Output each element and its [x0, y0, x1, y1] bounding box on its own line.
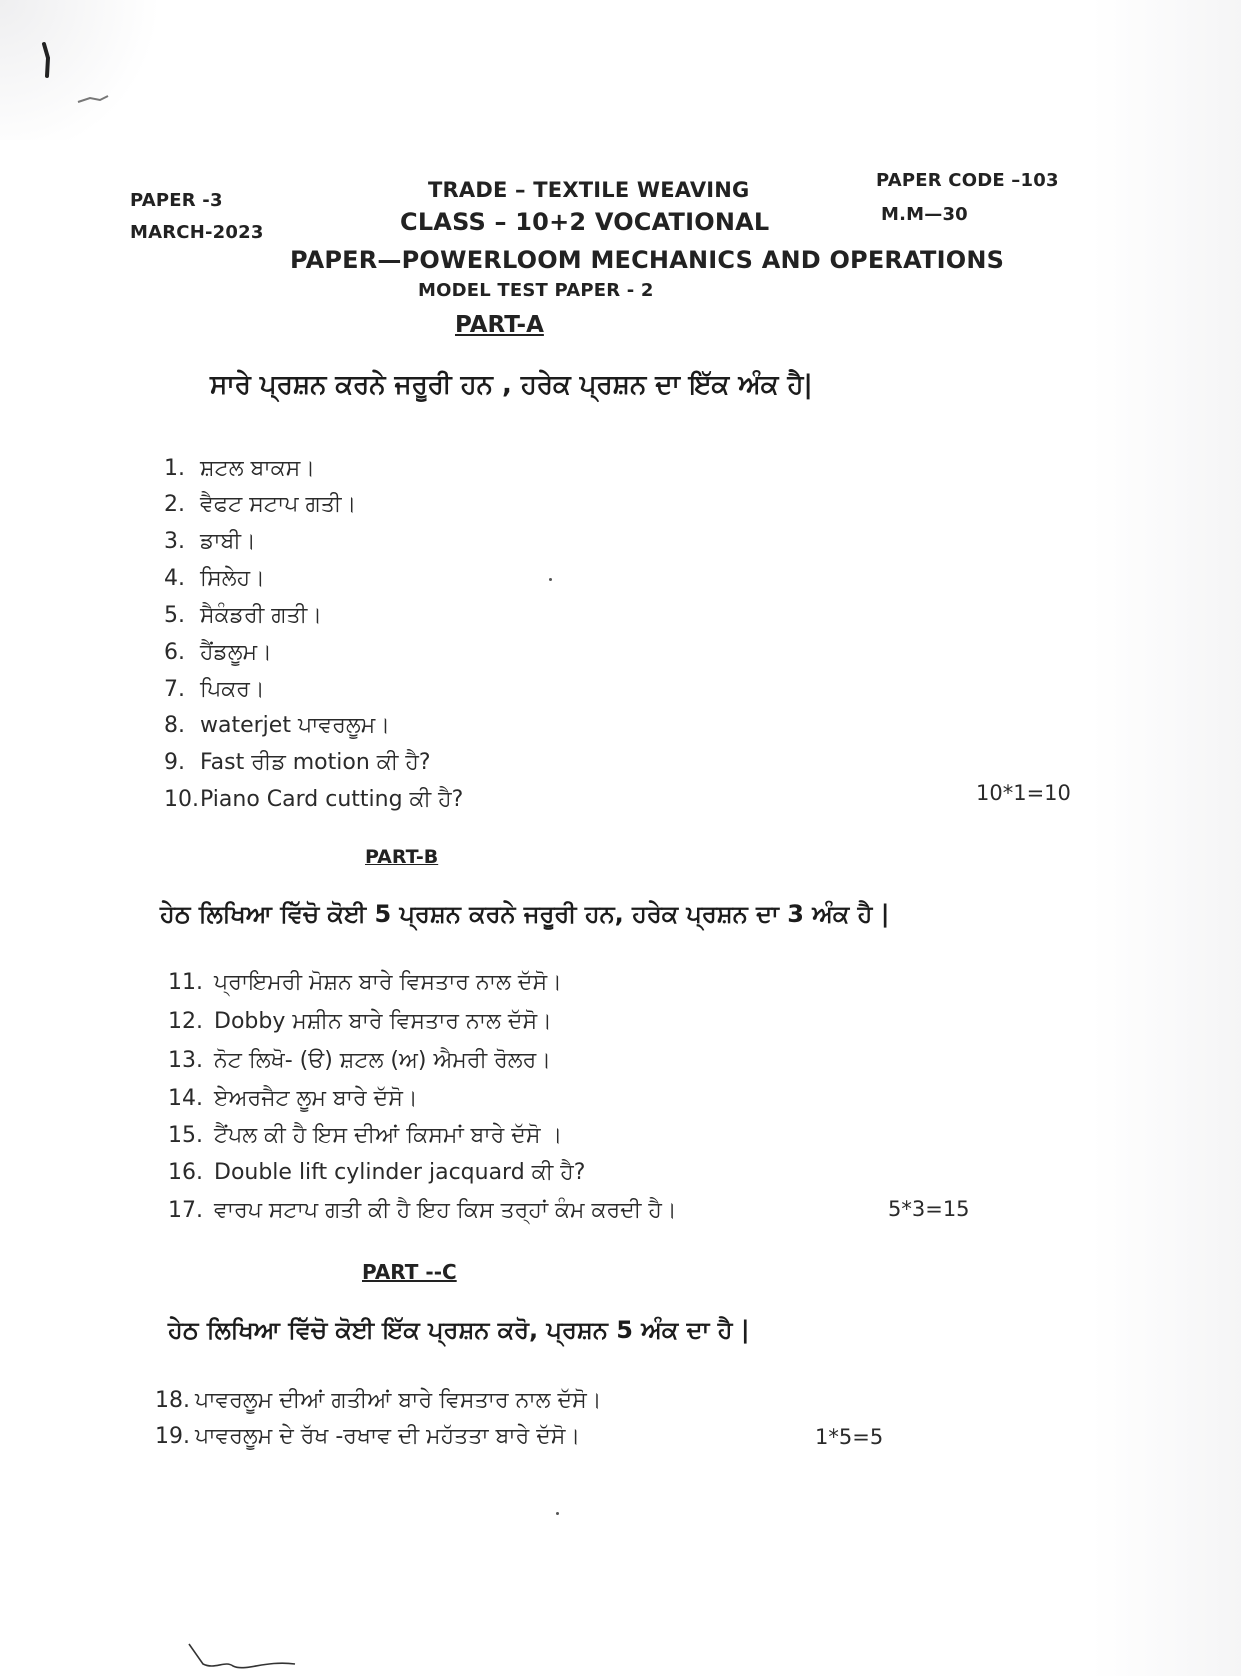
scan-speck — [549, 578, 552, 581]
ink-mark — [30, 38, 120, 118]
question-item: 7. ਪਿਕਰ। — [164, 677, 265, 702]
question-item: 4. ਸਿਲੇਹ। — [164, 566, 265, 591]
question-item: 6. ਹੈਂਡਲੂਮ। — [164, 640, 272, 665]
question-item: 16. Double lift cylinder jacquard ਕੀ ਹੈ? — [168, 1160, 586, 1185]
part-c-marks: 1*5=5 — [815, 1425, 884, 1449]
question-item: 8. waterjet ਪਾਵਰਲੂਮ। — [164, 713, 391, 738]
question-item: 10.Piano Card cutting ਕੀ ਹੈ? — [164, 787, 464, 812]
question-item: 13. ਨੋਟ ਲਿਖੋ- (ੳ) ਸ਼ਟਲ (ਅ) ਐਮਰੀ ਰੋਲਰ। — [168, 1048, 552, 1073]
part-c-title: PART --C — [362, 1260, 457, 1284]
class-title: CLASS – 10+2 VOCATIONAL — [400, 208, 770, 236]
paper-title: PAPER—POWERLOOM MECHANICS AND OPERATIONS — [290, 246, 1005, 274]
question-item: 18. ਪਾਵਰਲੂਮ ਦੀਆਂ ਗਤੀਆਂ ਬਾਰੇ ਵਿਸਤਾਰ ਨਾਲ ਦੱਸੋ। — [155, 1388, 602, 1413]
model-test-label: MODEL TEST PAPER - 2 — [418, 280, 654, 301]
question-item: 11. ਪ੍ਰਾਇਮਰੀ ਮੋਸ਼ਨ ਬਾਰੇ ਵਿਸਤਾਰ ਨਾਲ ਦੱਸੋ। — [168, 970, 562, 995]
max-marks: M.M—30 — [881, 204, 968, 225]
question-item: 19. ਪਾਵਰਲੂਮ ਦੇ ਰੱਖ -ਰਖਾਵ ਦੀ ਮਹੱਤਤਾ ਬਾਰੇ ਦੱਸੋ। — [155, 1424, 581, 1449]
part-a-instruction: ਸਾਰੇ ਪ੍ਰਸ਼ਨ ਕਰਨੇ ਜਰੂਰੀ ਹਨ , ਹਰੇਕ ਪ੍ਰਸ਼ਨ ਦਾ ਇੱਕ ਅੰਕ ਹੈ| — [210, 370, 813, 400]
signature-mark — [185, 1640, 325, 1676]
question-item: 9. Fast ਰੀਡ motion ਕੀ ਹੈ? — [164, 750, 431, 775]
trade-title: TRADE – TEXTILE WEAVING — [428, 178, 750, 202]
exam-date: MARCH-2023 — [130, 222, 264, 243]
question-item: 14. ਏਅਰਜੈਟ ਲੂਮ ਬਾਰੇ ਦੱਸੋ। — [168, 1086, 418, 1111]
question-item: 17. ਵਾਰਪ ਸਟਾਪ ਗਤੀ ਕੀ ਹੈ ਇਹ ਕਿਸ ਤਰ੍ਹਾਂ ਕੰਮ ਕਰਦੀ ਹੈ। — [168, 1198, 677, 1223]
paper-number: PAPER -3 — [130, 190, 223, 211]
question-item: 12. Dobby ਮਸ਼ੀਨ ਬਾਰੇ ਵਿਸਤਾਰ ਨਾਲ ਦੱਸੋ। — [168, 1009, 552, 1034]
paper-code: PAPER CODE –103 — [876, 170, 1059, 191]
scan-shadow — [1091, 0, 1241, 1676]
part-b-marks: 5*3=15 — [888, 1197, 970, 1221]
part-a-title: PART-A — [455, 312, 544, 338]
part-c-instruction: ਹੇਠ ਲਿਖਿਆ ਵਿੱਚੋ ਕੋਈ ਇੱਕ ਪ੍ਰਸ਼ਨ ਕਰੋ, ਪ੍ਰਸ਼ਨ 5 ਅੰਕ ਦਾ ਹੈ | — [168, 1316, 750, 1344]
question-item: 5. ਸੈਕੰਡਰੀ ਗਤੀ। — [164, 603, 323, 628]
part-b-title: PART-B — [365, 846, 439, 868]
part-b-instruction: ਹੇਠ ਲਿਖਿਆ ਵਿੱਚੋ ਕੋਈ 5 ਪ੍ਰਸ਼ਨ ਕਰਨੇ ਜਰੂਰੀ ਹਨ, ਹਰੇਕ ਪ੍ਰਸ਼ਨ ਦਾ 3 ਅੰਕ ਹੈ | — [160, 900, 890, 928]
part-a-marks: 10*1=10 — [976, 781, 1071, 805]
question-item: 2. ਵੈਫਟ ਸਟਾਪ ਗਤੀ। — [164, 492, 357, 517]
question-item: 1. ਸ਼ਟਲ ਬਾਕਸ। — [164, 456, 316, 481]
scan-speck — [556, 1512, 559, 1515]
question-item: 3. ਡਾਬੀ। — [164, 529, 256, 554]
question-item: 15. ਟੈਂਪਲ ਕੀ ਹੈ ਇਸ ਦੀਆਂ ਕਿਸਮਾਂ ਬਾਰੇ ਦੱਸੋ । — [168, 1123, 563, 1148]
